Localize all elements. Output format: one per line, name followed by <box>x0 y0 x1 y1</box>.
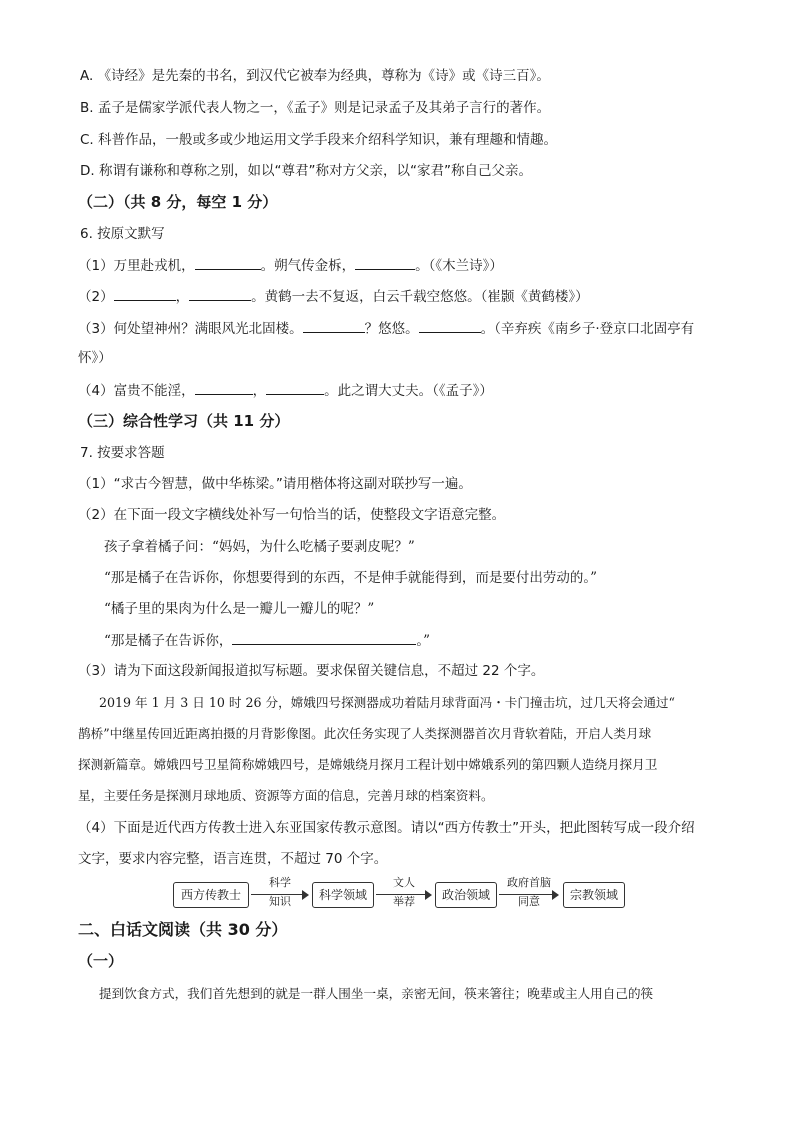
section-heading-3: （三）综合性学习（共 11 分） <box>78 412 290 430</box>
recite-line-3 <box>78 318 694 339</box>
flow-arrow-2 <box>376 876 432 910</box>
option-d: D. 称谓有谦称和尊称之别，如以“尊君”称对方父亲，以“家君”称自己父亲。 <box>80 163 532 179</box>
news-line-2: 鹊桥”中继星传回近距离拍摄的月背影像图。此次任务实现了人类探测器首次月背软着陆，开启人类月球 <box>78 726 652 741</box>
answer-blank[interactable] <box>355 255 415 270</box>
dialogue-4-text-b: 。” <box>416 633 431 649</box>
recite-3-text-b: ？悠悠。 <box>364 321 419 337</box>
dialogue-line-2: “那是橘子在告诉你，你想要得到的东西，不是伸手就能得到，而是要付出劳动的。” <box>104 570 598 586</box>
part-heading-2: 二、白话文阅读（共 30 分） <box>78 920 288 939</box>
q7-sub-1: （1）“求古今智慧，做中华栋梁。”请用楷体将这副对联抄写一遍。 <box>78 476 472 492</box>
news-line-3: 探测新篇章。嫦娥四号卫星简称嫦娥四号，是嫦娥绕月探月工程计划中嫦娥系列的第四颗人造绕月探月卫 <box>78 757 658 772</box>
recite-2-text-b: ， <box>175 289 190 305</box>
recite-line-2 <box>78 286 589 307</box>
option-c: C. 科普作品，一般或多或少地运用文学手段来介绍科学知识，兼有理趣和情趣。 <box>80 132 558 148</box>
recite-4-text-a: （4）富贵不能淫， <box>78 383 195 399</box>
dialogue-line-1: 孩子拿着橘子问：“妈妈，为什么吃橘子要剥皮呢？” <box>104 539 415 555</box>
flow-arrow-1-bottom-label: 知识 <box>269 895 291 908</box>
recite-1-text-c: 。（《木兰诗》） <box>415 258 503 274</box>
recite-2-text-a: （2） <box>78 289 114 305</box>
flow-arrow-2-top-label: 文人 <box>393 876 415 889</box>
recite-3-text-c: 。（辛弃疾《南乡子·登京口北固亭有 <box>480 321 695 337</box>
flow-box-missionary: 西方传教士 <box>173 882 249 908</box>
q7-sub-2: （2）在下面一段文字横线处补写一句恰当的话，使整段文字语意完整。 <box>78 507 506 523</box>
answer-blank[interactable] <box>266 380 324 395</box>
recite-1-text-b: 。朔气传金柝， <box>260 258 356 274</box>
recite-line-3-cont: 怀》） <box>78 350 112 366</box>
dialogue-line-4 <box>104 630 430 651</box>
recite-2-text-c: 。黄鹤一去不复返，白云千载空悠悠。（崔颢《黄鹤楼》） <box>251 289 589 305</box>
option-a: A. 《诗经》是先秦的书名，到汉代它被奉为经典，尊称为《诗》或《诗三百》。 <box>80 68 550 84</box>
recite-1-text-a: （1）万里赴戎机， <box>78 258 195 274</box>
flow-box-science: 科学领域 <box>312 882 374 908</box>
section-heading-2: （二）（共 8 分，每空 1 分） <box>78 193 278 211</box>
subsection-heading-1: （一） <box>78 952 124 970</box>
flow-arrow-2-bottom-label: 举荐 <box>393 895 415 908</box>
flow-arrow-1-top-label: 科学 <box>269 876 291 889</box>
reading-paragraph-1: 提到饮食方式，我们首先想到的就是一群人围坐一桌，亲密无间，筷来箸往；晚辈或主人用自己的筷 <box>99 986 654 1001</box>
recite-line-4 <box>78 380 493 401</box>
news-line-4: 星，主要任务是探测月球地质、资源等方面的信息，完善月球的档案资料。 <box>78 788 494 803</box>
answer-blank[interactable] <box>303 318 365 333</box>
answer-blank[interactable] <box>195 380 253 395</box>
answer-blank[interactable] <box>189 286 251 301</box>
q7-sub-3: （3）请为下面这段新闻报道拟写标题。要求保留关键信息，不超过 22 个字。 <box>78 663 545 679</box>
flow-arrow-3 <box>499 876 559 910</box>
news-line-1: 2019 年 1 月 3 日 10 时 26 分，嫦娥四号探测器成功着陆月球背面冯・卡门撞击坑，过几天将会通过“ <box>99 695 675 710</box>
recite-3-text-a: （3）何处望神州？满眼风光北固楼。 <box>78 321 303 337</box>
q7-sub-4-cont: 文字，要求内容完整，语言连贯，不超过 70 个字。 <box>78 851 388 867</box>
q7-sub-4: （4）下面是近代西方传教士进入东亚国家传教示意图。请以“西方传教士”开头，把此图转写成一段介绍 <box>78 820 695 836</box>
recite-4-text-b: ， <box>252 383 267 399</box>
dialogue-4-text-a: “那是橘子在告诉你， <box>104 633 233 649</box>
answer-blank[interactable] <box>419 318 481 333</box>
flow-arrow-1 <box>251 876 309 910</box>
flow-arrow-3-bottom-label: 同意 <box>518 895 540 908</box>
answer-blank[interactable] <box>195 255 261 270</box>
question-7-title: 7. 按要求答题 <box>80 445 165 461</box>
answer-blank[interactable] <box>114 286 176 301</box>
answer-blank[interactable] <box>232 630 416 645</box>
dialogue-line-3: “橘子里的果肉为什么是一瓣儿一瓣儿的呢？” <box>104 601 375 617</box>
question-6-title: 6. 按原文默写 <box>80 226 165 242</box>
missionary-flow-diagram <box>173 876 625 910</box>
flow-box-religion: 宗教领域 <box>563 882 625 908</box>
flow-arrow-3-top-label: 政府首脑 <box>507 876 551 889</box>
option-b: B. 孟子是儒家学派代表人物之一，《孟子》则是记录孟子及其弟子言行的著作。 <box>80 100 551 116</box>
recite-4-text-c: 。此之谓大丈夫。（《孟子》） <box>324 383 493 399</box>
flow-box-politics: 政治领域 <box>435 882 497 908</box>
recite-line-1 <box>78 255 503 276</box>
